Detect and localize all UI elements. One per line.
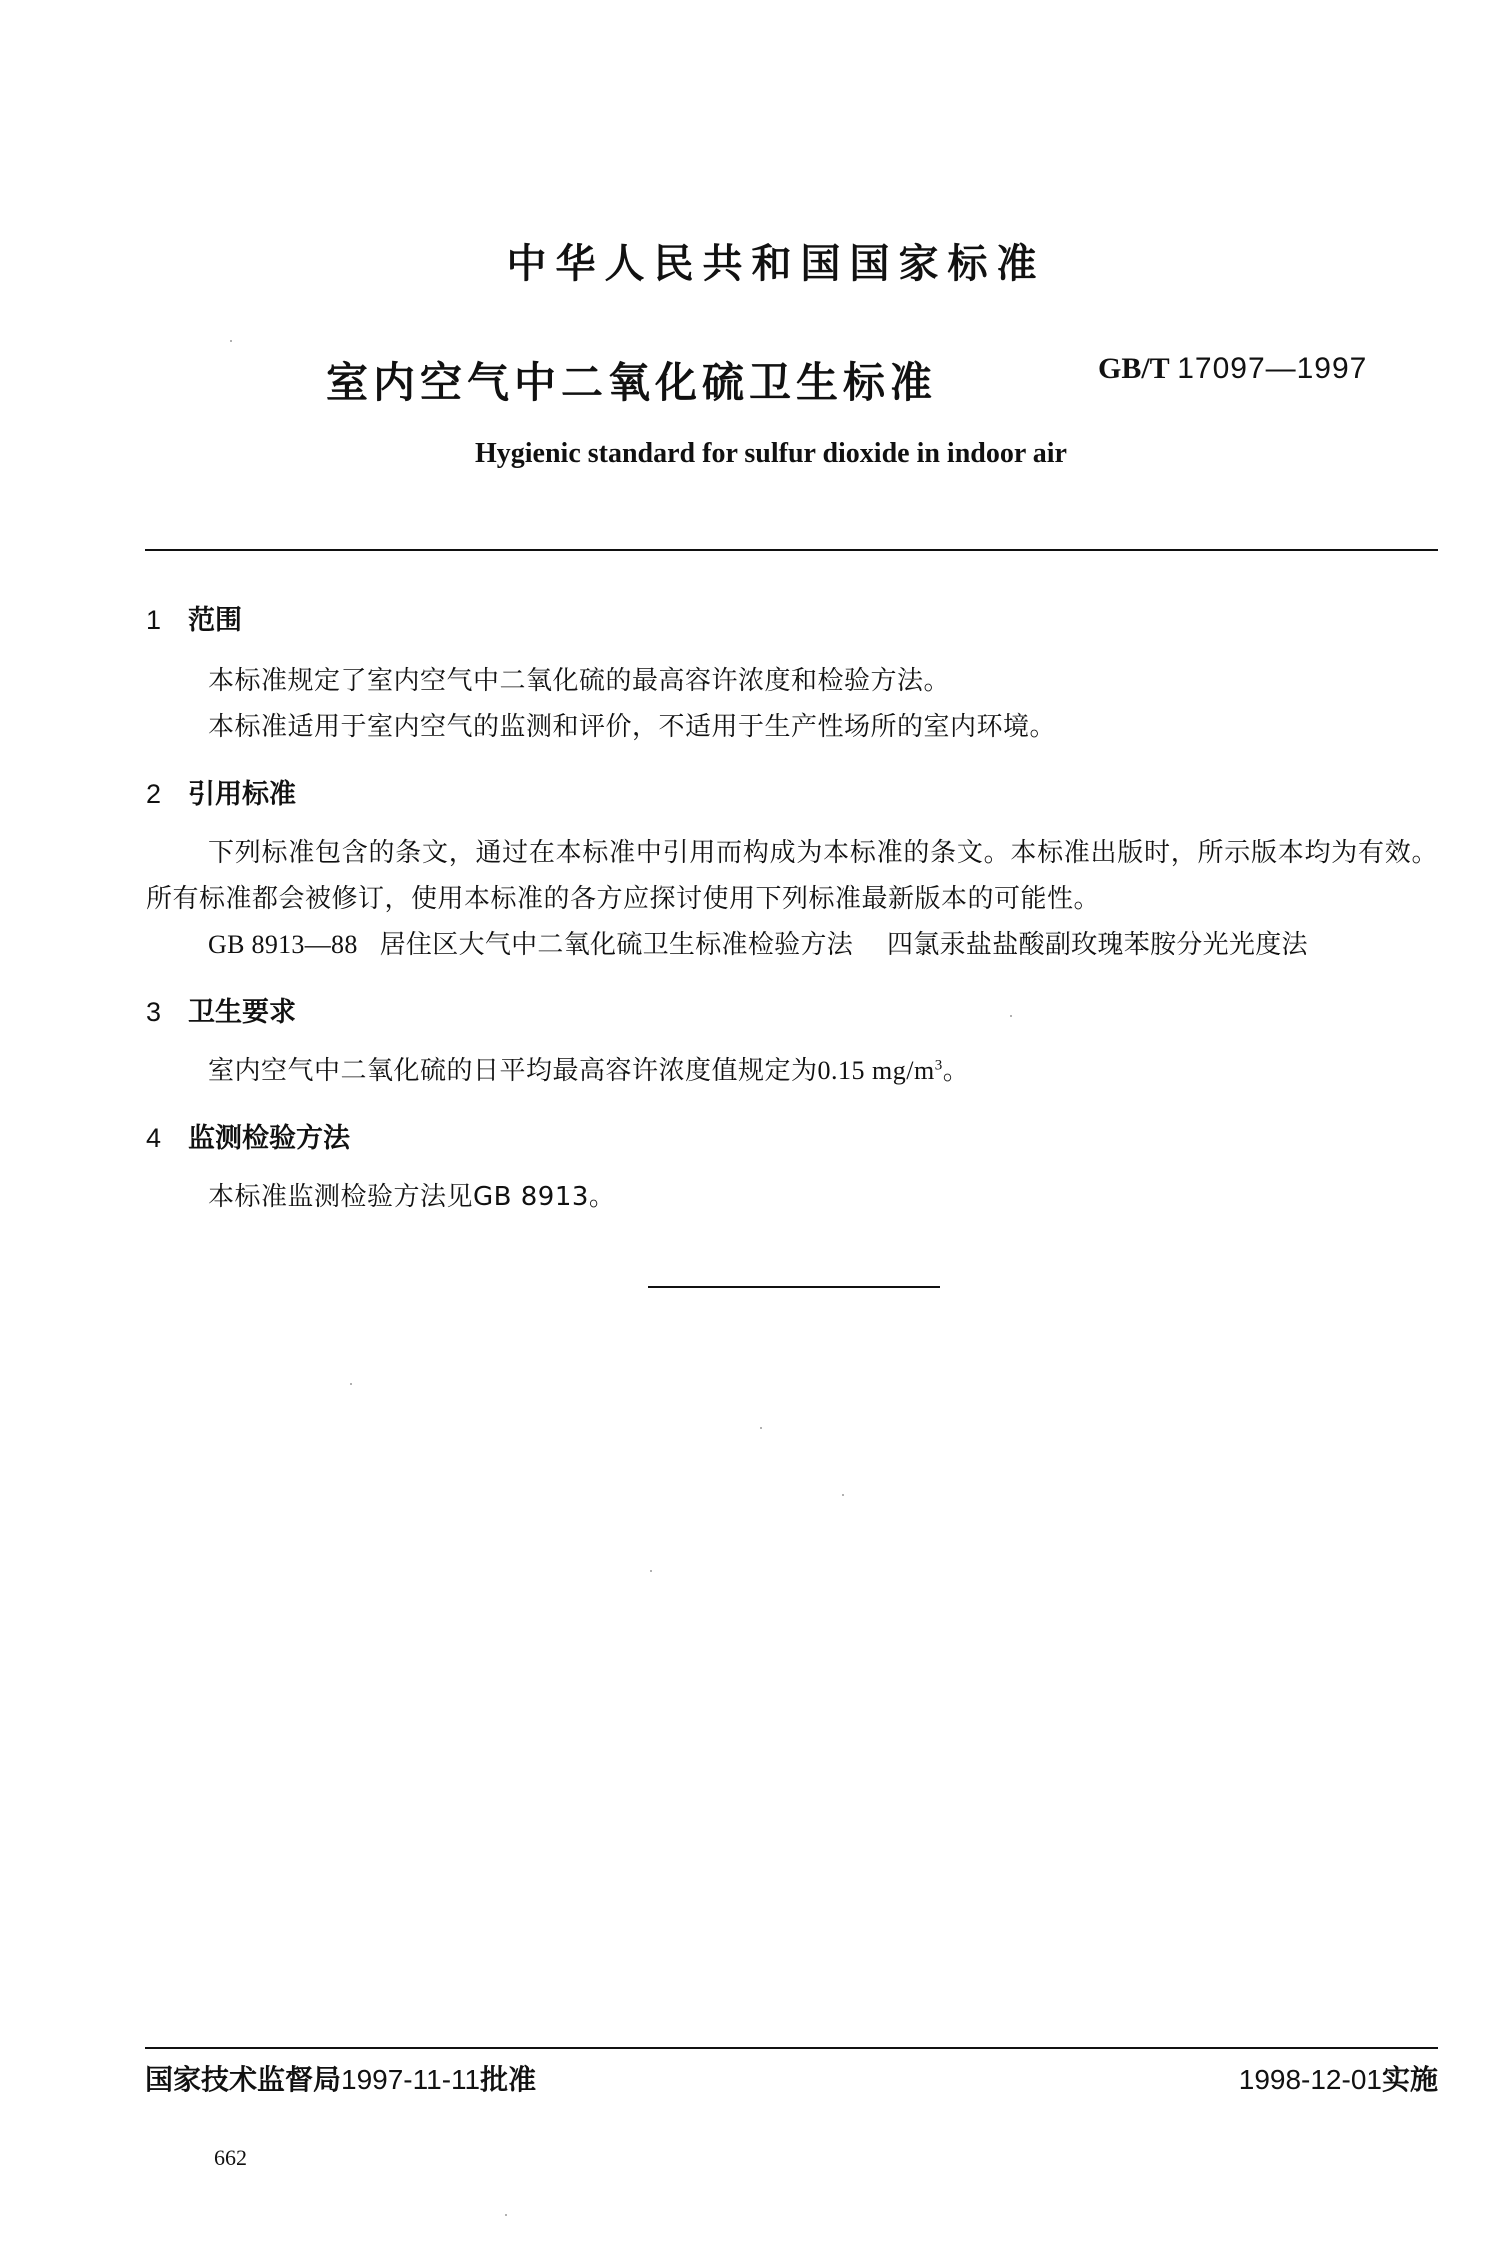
section-1-paragraph-1: 本标准规定了室内空气中二氧化硫的最高容许浓度和检验方法。 — [208, 666, 951, 696]
section-number: 2 — [146, 779, 162, 809]
reference-method: 四氯汞盐盐酸副玫瑰苯胺分光光度法 — [887, 930, 1308, 960]
section-4-paragraph: 本标准监测检验方法见GB 8913。 — [208, 1182, 616, 1212]
page-number: 662 — [214, 2145, 247, 2170]
scan-speck — [650, 1570, 652, 1572]
section-2-heading — [146, 772, 296, 811]
section-3-heading — [146, 990, 296, 1029]
requirement-unit-superscript: 3 — [934, 1057, 943, 1074]
requirement-end: 。 — [942, 1056, 970, 1086]
footer-divider — [145, 2047, 1438, 2049]
section-number: 3 — [146, 997, 162, 1027]
scan-speck — [842, 1494, 844, 1496]
standard-code-prefix: GB/T — [1098, 352, 1170, 385]
effective-label: 实施 — [1381, 2063, 1438, 2096]
scan-speck — [1010, 1015, 1012, 1017]
standard-code-number: 17097—1997 — [1177, 352, 1368, 385]
effective-date: 1998-12-01 — [1238, 2064, 1382, 2095]
section-title: 范围 — [188, 605, 242, 636]
approval-label: 批准 — [480, 2063, 537, 2096]
section-2-paragraph: 下列标准包含的条文，通过在本标准中引用而构成为本标准的条文。本标准出版时，所示版本均为有效。所有标准都会被修订，使用本标准的各方应探讨使用下列标准最新版本的可能性。 — [146, 838, 1438, 914]
approval-org: 国家技术监督局 — [145, 2063, 342, 2096]
scan-speck — [230, 340, 232, 342]
scan-speck — [350, 1383, 352, 1385]
reference-title: 居住区大气中二氧化硫卫生标准检验方法 — [379, 930, 854, 960]
scan-speck — [505, 2214, 507, 2216]
standard-code — [1098, 352, 1367, 386]
section-title: 引用标准 — [188, 779, 296, 810]
section-title: 卫生要求 — [188, 997, 296, 1028]
effective-line — [1239, 2058, 1438, 2098]
section-4-heading — [146, 1116, 350, 1155]
standard-title-cn: 室内空气中二氧化硫卫生标准 — [326, 358, 938, 407]
reference-code: GB 8913—88 — [208, 930, 358, 959]
section-1-heading — [146, 598, 242, 637]
requirement-value: 0.15 mg/m — [817, 1056, 935, 1085]
requirement-text: 室内空气中二氧化硫的日平均最高容许浓度值规定为 — [208, 1056, 818, 1086]
approval-date: 1997-11-11 — [341, 2064, 481, 2095]
section-3-paragraph — [208, 1050, 969, 1087]
section-title: 监测检验方法 — [188, 1123, 350, 1154]
end-of-text-rule — [648, 1286, 940, 1288]
header-divider — [145, 549, 1438, 551]
section-1-paragraph-2: 本标准适用于室内空气的监测和评价，不适用于生产性场所的室内环境。 — [208, 712, 1057, 742]
reference-entry — [208, 924, 1308, 961]
approval-line — [145, 2058, 536, 2098]
national-standard-heading: 中华人民共和国国家标准 — [506, 241, 1046, 287]
section-number: 4 — [146, 1123, 162, 1153]
section-number: 1 — [146, 605, 162, 635]
standard-title-en: Hygienic standard for sulfur dioxide in indoor air — [475, 438, 1067, 469]
scan-speck — [760, 1427, 762, 1429]
